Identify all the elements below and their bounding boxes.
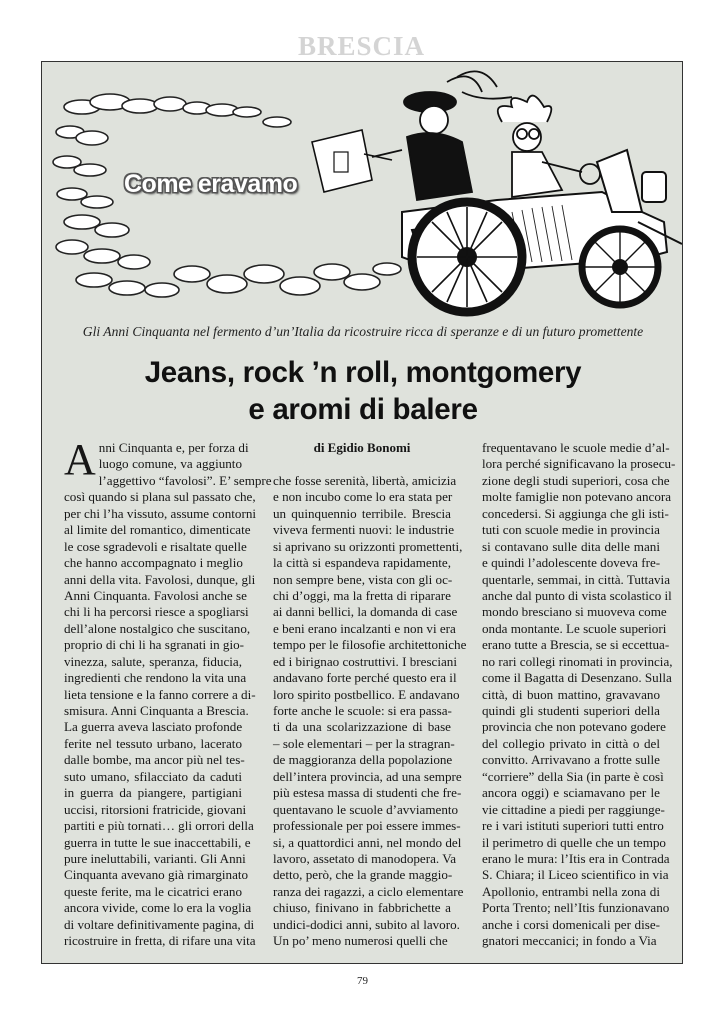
text-line: chi li ha percorsi riesce a spogliarsi — [64, 604, 249, 620]
text-line: detto, però, che la grande maggio- — [273, 867, 453, 883]
text-line: il perimetro di quelle che un tempo — [482, 834, 666, 850]
section-label: Come eravamo — [124, 170, 298, 198]
text-line: dell’alone nostalgico che suscitano, — [64, 620, 251, 636]
headline-line-1: Jeans, rock ’n roll, montgomery — [144, 356, 582, 389]
text-line: la città si espandeva rapidamente, — [273, 555, 451, 571]
text-line: l’aggettivo “favolosi”. E’ sempre — [98, 472, 272, 488]
text-column-3 — [482, 440, 676, 950]
text-line: pure ineluttabili, varianti. Gli Anni — [64, 850, 246, 866]
text-line: andavano forte perché questo era il — [273, 670, 457, 686]
driver — [498, 96, 600, 197]
text-line: luogo comune, va aggiunto — [98, 456, 242, 472]
text-line: lieta tensione e la fanno correre a di- — [64, 686, 256, 702]
text-line: quentarle, semmai, in città. Tuttavia — [482, 571, 671, 587]
page-number: 79 — [357, 975, 368, 987]
text-line: La guerra aveva lasciato profonde — [64, 719, 243, 735]
text-line: loro spirito postbellico. E andavano — [273, 686, 460, 702]
text-line: mondo bresciano si muoveva come — [482, 604, 667, 620]
lady-passenger — [372, 71, 512, 200]
text-line: uccisi, ritorsioni fratricide, giovani — [64, 801, 247, 817]
text-line: Un po’ meno numerosi quelli che — [273, 933, 448, 949]
text-column-2 — [273, 440, 467, 950]
text-line: anche i corsi domenicali per dise- — [482, 916, 660, 932]
text-line: partiti e più tornati… gli orrori della — [64, 818, 254, 834]
text-line: si, a quattordici anni, nel mondo del — [273, 834, 462, 850]
text-line: frequentavano le scuole medie d’al- — [482, 440, 670, 455]
article-headline — [42, 354, 683, 428]
text-line: smisura. Anni Cinquanta a Brescia. — [64, 703, 249, 718]
text-line: ancora oggi) e sciamavano per le — [482, 785, 660, 801]
text-line: undici-dodici anni, subito al lavoro. — [273, 916, 460, 932]
column-1-lines — [64, 435, 272, 950]
text-line: per chi l’ha vissuto, assume contorni — [64, 505, 257, 521]
text-line: vie cittadine a piedi per raggiunge- — [482, 801, 665, 817]
text-line: S. Chiara; il Liceo scientifico in via — [482, 867, 669, 883]
text-line: e beni erano incalzanti e non vi era — [273, 620, 456, 636]
text-line: re i vari istituti superiori tutti entro — [482, 818, 664, 834]
text-line: ai danni bellici, la domanda di case — [273, 604, 458, 620]
text-line: forte anche le scuole: si era passa- — [273, 703, 452, 718]
text-line: zione degli studi superiori, cosa che — [482, 472, 670, 488]
vintage-car-illustration — [42, 62, 683, 322]
text-line: nni Cinquanta e, per forza di — [98, 440, 249, 455]
text-line: più estesa massa di studenti che fre- — [273, 785, 462, 801]
text-line: erano tutte a Brescia, se si eccettua- — [482, 637, 670, 653]
text-line: vinezza, salute, speranza, fiducia, — [64, 653, 242, 669]
headline-line-2: e aromi di balere — [248, 393, 478, 426]
article-frame — [41, 61, 683, 964]
text-line: e quindi l’adolescente doveva fre- — [482, 555, 661, 571]
text-line: professionale per poi essere immes- — [273, 818, 461, 834]
text-line: chiuso, finivano in fabbrichette a — [273, 900, 451, 916]
text-line: si contavano sulle dita delle mani — [482, 538, 660, 554]
text-line: città, di buon mattino, gravavano — [482, 686, 660, 702]
text-line: onda montante. Le scuole superiori — [482, 620, 667, 636]
text-line: ricostruire in fretta, di rifare una vita — [64, 933, 256, 949]
text-line: in guerra da piangere, partigiani — [64, 785, 242, 801]
text-line: “corriere” della Sia (in parte è così — [482, 768, 664, 784]
text-line: concedersi. Si aggiunga che gli isti- — [482, 505, 669, 521]
text-line: anche dal punto di vista scolastico il — [482, 587, 672, 603]
text-line: quentavano le scuole d’avviamento — [273, 801, 459, 817]
text-line: ti da una scolarizzazione di base — [273, 719, 451, 735]
text-line: di voltare definitivamente pagina, di — [64, 916, 255, 932]
text-line: si aprivano su orizzonti promettenti, — [273, 538, 463, 554]
text-line: quindi gli studenti superiori della — [482, 703, 660, 718]
text-line: no rari collegi rinomati in provincia, — [482, 653, 673, 669]
text-line: convitto. Arrivavano a frotte sulle — [482, 752, 660, 768]
text-line: viveva fermenti nuovi: le industrie — [273, 522, 455, 538]
text-line: ed i birignao costruttivi. I bresciani — [273, 653, 457, 669]
flag — [312, 130, 392, 192]
text-line: al limite del romantico, dimenticate — [64, 522, 251, 538]
text-line: tuti con scuole medie in provincia — [482, 522, 660, 538]
text-line: Cinquanta avevano già rimarginato — [64, 867, 249, 883]
text-line: erano le mura: l’Itis era in Contrada — [482, 850, 670, 866]
text-line: così quando si plana sul passato che, — [64, 489, 256, 505]
byline: di Egidio Bonomi — [313, 440, 411, 455]
text-line: queste ferite, ma le cicatrici erano — [64, 883, 242, 899]
text-line: ranza dei ragazzi, a ciclo elementare — [273, 883, 464, 899]
text-line: ingredienti che rendono la vita una — [64, 670, 247, 686]
text-line: che hanno accompagnato i meglio — [64, 555, 243, 571]
column-2-lines — [273, 472, 467, 950]
text-line: dell’intera provincia, ad una sempre — [273, 768, 462, 784]
text-line: Apollonio, entrambi nella zona di — [482, 883, 660, 899]
text-line: anni della vita. Favolosi, dunque, gli — [64, 571, 256, 587]
drop-cap: A — [64, 435, 96, 484]
text-line: Porta Trento; nell’Itis funzionavano — [482, 900, 670, 916]
text-line: un quinquennio terribile. Brescia — [273, 505, 451, 521]
text-column-1 — [64, 435, 272, 950]
text-line: – sole elementari – per la stragran- — [273, 735, 455, 751]
text-line: suto umano, sfilacciato da caduti — [64, 768, 242, 784]
text-line: tempo per le filosofie architettoniche — [273, 637, 467, 653]
text-line: proprio di chi li ha sgranati in gio- — [64, 637, 245, 653]
text-line: chi d’oggi, ma la fretta di riparare — [273, 587, 451, 603]
text-line: lora perché significavano la prosecu- — [482, 456, 676, 472]
text-line: Anni Cinquanta. Favolosi anche se — [64, 587, 247, 603]
front-wheel — [582, 229, 658, 305]
masthead-line-1: BRESCIA — [298, 31, 426, 61]
text-line: lavoro, assetato di manodopera. Va — [273, 850, 457, 866]
text-line: e non incubo come lo era stata per — [273, 489, 453, 505]
text-line: ferite nel tessuto urbano, lacerato — [64, 735, 242, 751]
article-subtitle: Gli Anni Cinquanta nel fermento d’un’Italia da ricostruire ricca di speranze e di un futuro promettente — [82, 324, 644, 339]
text-line: provincia che non potevano godere — [482, 719, 666, 735]
column-3-lines — [482, 440, 676, 950]
text-line: ancora vivide, come lo era la voglia — [64, 900, 252, 916]
text-line: come il Bagatta di Desenzano. Sulla — [482, 670, 672, 686]
text-line: dalle bombe, ma ancor più nel tes- — [64, 752, 245, 768]
text-line: non sempre bene, vista con gli oc- — [273, 571, 453, 587]
text-line: guerra in tutte le sue inaccettabili, e — [64, 834, 251, 850]
text-line: gnatori meccanici; in fondo a Via — [482, 933, 657, 949]
rear-wheel — [412, 202, 522, 312]
text-line: del collegio privato in città o del — [482, 735, 660, 751]
text-line: de maggioranza della popolazione — [273, 752, 453, 768]
text-line: che fosse serenità, libertà, amicizia — [273, 472, 457, 488]
text-line: le cose sgradevoli e risaltate quelle — [64, 538, 247, 554]
text-line: molte famiglie non potevano ancora — [482, 489, 672, 505]
